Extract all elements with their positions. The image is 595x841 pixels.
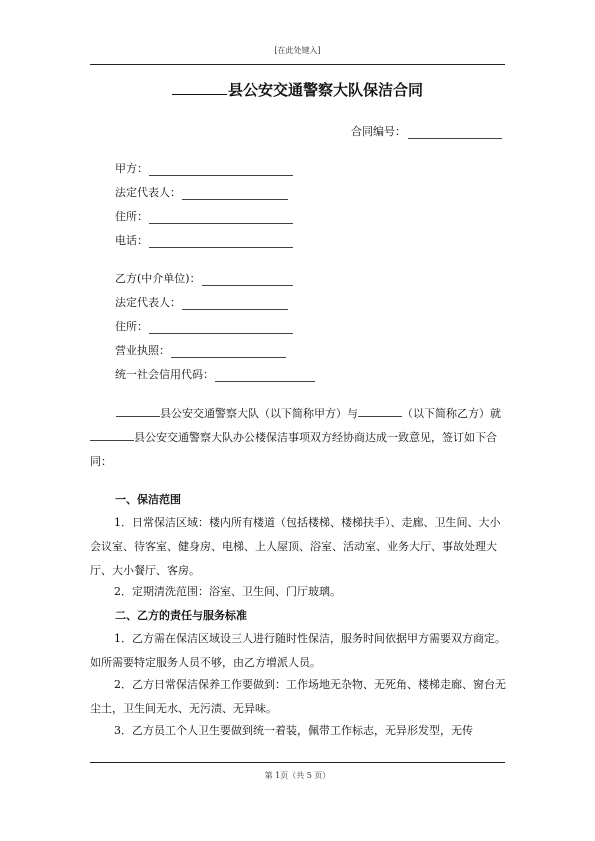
party-b-license-label: 营业执照：	[115, 344, 170, 357]
party-b-license	[115, 344, 286, 358]
header-rule	[90, 64, 505, 65]
party-b-credit-code-label: 统一社会信用代码：	[115, 368, 214, 381]
intro-blank-1	[116, 404, 160, 417]
party-a-phone	[115, 234, 293, 248]
intro-blank-3	[90, 428, 134, 441]
party-a-label: 甲方：	[115, 162, 148, 175]
contract-number	[351, 123, 502, 139]
party-b-address-label: 住所：	[115, 320, 148, 333]
party-a-rep-label: 法定代表人：	[115, 186, 181, 199]
party-b-representative	[115, 296, 288, 310]
party-a-address-label: 住所：	[115, 210, 148, 223]
contract-number-label: 合同编号：	[351, 125, 406, 138]
party-b-credit-code	[115, 368, 315, 382]
title-text: 县公安交通警察大队保洁合同	[227, 81, 423, 99]
party-b-label: 乙方(中介单位)：	[115, 272, 201, 285]
party-a-address	[115, 210, 293, 224]
section-1-clause-2: 2．定期清洗范围：浴室、卫生间、门厅玻璃。	[114, 585, 341, 598]
party-a-representative	[115, 186, 288, 200]
page-footer: 第 1页（共 5 页）	[264, 771, 331, 780]
section-1-heading: 一、保洁范围	[115, 493, 181, 506]
party-a-rep-blank	[182, 187, 288, 200]
section-2-clause-1: 1．乙方需在保洁区域设三人进行随时性保洁，服务时间依据甲方需要双方商定。如所需要特定服务人员不够，由乙方增派人员。	[90, 632, 506, 669]
party-b-license-blank	[171, 345, 286, 358]
intro-part4: 县公安交通警察大队办公楼保洁事项双方经协商达成一致意见，签订如下合同：	[90, 431, 497, 468]
intro-part2: （以下简称乙方）	[402, 407, 490, 420]
party-a-address-blank	[149, 211, 293, 224]
section-2-heading: 二、乙方的责任与服务标准	[115, 609, 247, 622]
party-b-rep-label: 法定代表人：	[115, 296, 181, 309]
party-a-name	[115, 162, 293, 176]
party-a-blank	[149, 163, 293, 176]
party-b-credit-code-blank	[215, 369, 315, 382]
page-header: [在此处键入]	[274, 46, 321, 55]
party-b-blank	[202, 273, 293, 286]
party-b-address-blank	[149, 321, 293, 334]
party-b-address	[115, 320, 293, 334]
intro-part3: 就	[490, 407, 501, 420]
intro-paragraph	[90, 402, 508, 474]
party-b-name	[115, 272, 293, 286]
party-a-phone-blank	[149, 235, 293, 248]
document-title	[0, 79, 595, 100]
footer-rule	[90, 762, 505, 763]
intro-part1: 县公安交通警察大队（以下简称甲方）与	[160, 407, 358, 420]
title-blank	[172, 80, 227, 95]
section-2-clause-2: 2．乙方日常保洁保养工作要做到：工作场地无杂物、无死角、楼梯走廊、窗台无尘土，卫生间无水、无污渍、无异味。	[90, 678, 506, 715]
party-b-rep-blank	[182, 297, 288, 310]
party-a-phone-label: 电话：	[115, 234, 148, 247]
section-2-clause-3: 3．乙方员工个人卫生要做到统一着装，佩带工作标志，无异形发型，无传	[114, 724, 473, 737]
intro-blank-2	[358, 404, 402, 417]
section-1-clause-1: 1．日常保洁区域：楼内所有楼道（包括楼梯、楼梯扶手）、走廊、卫生间、大小会议室、待客室、健身房、电梯、上人屋顶、浴室、活动室、业务大厅、事故处理大厅、大小餐厅、客房。	[90, 516, 501, 577]
contract-number-blank	[408, 127, 502, 139]
